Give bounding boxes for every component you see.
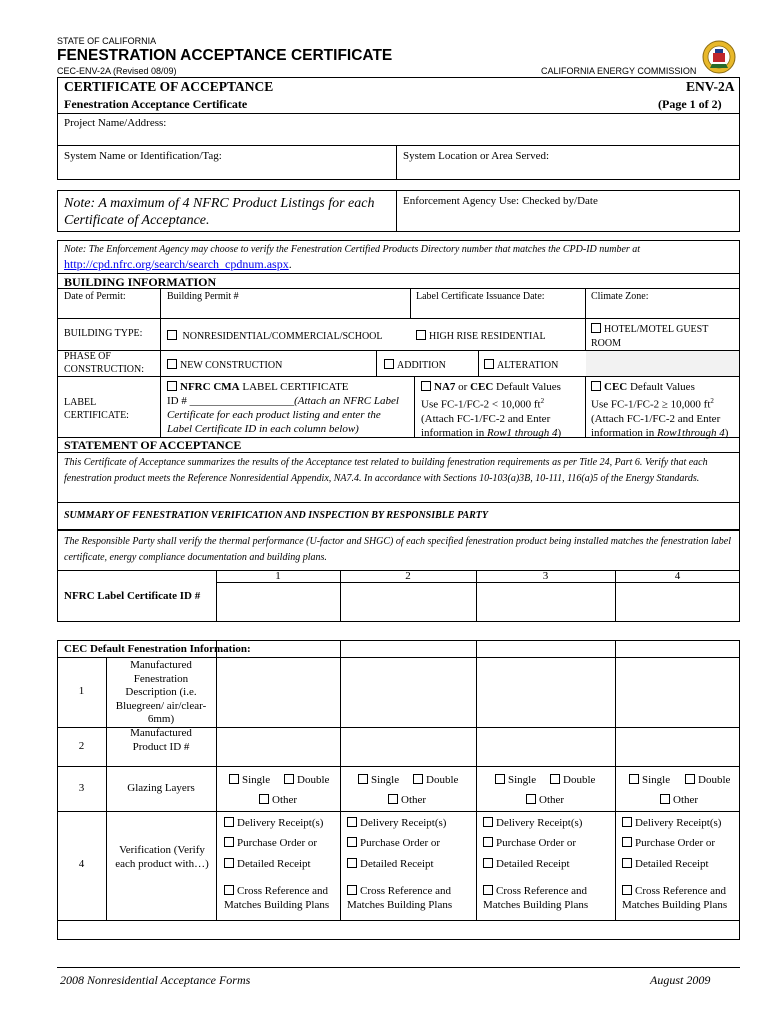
col-header-3: 3 xyxy=(542,570,549,582)
nfrc-rest: LABEL CERTIFICATE xyxy=(242,381,349,393)
cec-attach: (Attach FC-1/FC-2 and Enter information in xyxy=(591,412,721,439)
option-hotel-motel[interactable] xyxy=(591,323,731,351)
row-1-label: Manufactured Fenestration Description (i.e. Bluegreen/ air/clear-6mm) xyxy=(115,659,207,725)
checkbox-icon xyxy=(591,323,601,333)
glazing-single-1[interactable] xyxy=(229,774,270,786)
option-alteration-label: ALTERATION xyxy=(497,360,559,371)
cec-use: Use FC-1/FC-2 ≥ 10,000 ft xyxy=(591,398,711,411)
agency-name: CALIFORNIA ENERGY COMMISSION xyxy=(541,66,697,76)
row-3-label: Glazing Layers xyxy=(127,782,195,794)
glazing-other-4[interactable] xyxy=(660,794,698,806)
climate-zone-field[interactable]: Climate Zone: xyxy=(591,291,649,302)
glazing-single-4[interactable] xyxy=(629,774,670,786)
purchase-order-3[interactable] xyxy=(483,836,576,850)
glazing-single-3-label: Single xyxy=(508,774,537,786)
glazing-other-3[interactable] xyxy=(526,794,564,806)
checkbox-icon xyxy=(622,837,632,847)
glazing-single-2-label: Single xyxy=(371,774,400,786)
cec-rows: Row1through 4 xyxy=(657,426,725,439)
row-2-number: 2 xyxy=(78,740,85,752)
detailed-receipt-3-label: Detailed Receipt xyxy=(496,858,570,870)
note-max-listings: Note: A maximum of 4 NFRC Product Listings for each Certificate of Acceptance. xyxy=(64,196,375,228)
checkbox-icon xyxy=(685,774,695,784)
checkbox-icon xyxy=(358,774,368,784)
cec-sup: 2 xyxy=(710,397,714,405)
glazing-double-4-label: Double xyxy=(698,774,731,786)
cross-reference-4[interactable] xyxy=(622,884,727,912)
certificate-title: CERTIFICATE OF ACCEPTANCE xyxy=(64,79,274,94)
checkbox-icon xyxy=(167,381,177,391)
option-alteration[interactable] xyxy=(484,359,558,371)
row-3-number: 3 xyxy=(78,782,85,794)
cec-rest: Default Values xyxy=(629,381,695,393)
checkbox-icon xyxy=(483,817,493,827)
enforcement-field[interactable]: Enforcement Agency Use: Checked by/Date xyxy=(403,195,598,207)
option-new-construction-label: NEW CONSTRUCTION xyxy=(180,360,283,371)
glazing-single-3[interactable] xyxy=(495,774,536,786)
cma-text: CMA xyxy=(213,381,240,393)
checkbox-icon xyxy=(167,330,177,340)
cross-reference-2-label: Cross Reference and xyxy=(360,885,452,897)
option-addition[interactable] xyxy=(384,359,446,371)
option-high-rise[interactable] xyxy=(416,330,546,342)
checkbox-icon xyxy=(284,774,294,784)
cross-reference-4-label: Cross Reference and xyxy=(635,885,727,897)
statement-heading: STATEMENT OF ACCEPTANCE xyxy=(64,438,242,452)
checkbox-icon xyxy=(347,837,357,847)
col-header-1: 1 xyxy=(275,570,281,582)
glazing-double-1[interactable] xyxy=(284,774,329,786)
glazing-double-3-label: Double xyxy=(563,774,596,786)
option-addition-label: ADDITION xyxy=(397,360,446,371)
checkbox-icon xyxy=(483,858,493,868)
checkbox-icon xyxy=(622,858,632,868)
state-label: STATE OF CALIFORNIA xyxy=(57,36,157,46)
certificate-subtitle: Fenestration Acceptance Certificate xyxy=(64,97,248,111)
checkbox-icon xyxy=(484,359,494,369)
detailed-receipt-2-label: Detailed Receipt xyxy=(360,858,434,870)
shaded-cell xyxy=(586,351,739,376)
footer-left: 2008 Nonresidential Acceptance Forms xyxy=(60,973,251,987)
cross-reference-1[interactable] xyxy=(224,884,329,912)
checkbox-icon xyxy=(622,817,632,827)
summary-heading: SUMMARY OF FENESTRATION VERIFICATION AND INSPECTION BY RESPONSIBLE PARTY xyxy=(64,510,488,521)
checkbox-icon xyxy=(413,774,423,784)
glazing-double-2[interactable] xyxy=(413,774,458,786)
cec-default-heading: CEC Default Fenestration Information: xyxy=(64,643,251,655)
building-info-heading: BUILDING INFORMATION xyxy=(64,275,217,289)
glazing-other-1-label: Other xyxy=(272,794,298,806)
form-title: FENESTRATION ACCEPTANCE CERTIFICATE xyxy=(57,47,393,64)
checkbox-icon xyxy=(167,359,177,369)
na7-rows: Row1 through 4 xyxy=(487,426,558,439)
detailed-receipt-4[interactable] xyxy=(622,857,709,871)
option-na7-cec[interactable] xyxy=(421,380,583,440)
glazing-other-1[interactable] xyxy=(259,794,297,806)
delivery-receipt-3-label: Delivery Receipt(s) xyxy=(496,817,583,829)
enforcement-note: Note: The Enforcement Agency may choose to verify the Fenestration Certified Products Directory number that matches the CPD-ID number at xyxy=(64,244,641,255)
checkbox-icon xyxy=(591,381,601,391)
cec-close: ) xyxy=(724,426,729,439)
purchase-order-1-label: Purchase Order or xyxy=(237,837,318,849)
checkbox-icon xyxy=(347,885,357,895)
cpd-link[interactable]: http://cpd.nfrc.org/search/search_cpdnum.aspx xyxy=(64,257,289,271)
na7-text: NA7 xyxy=(434,381,456,393)
glazing-other-4-label: Other xyxy=(673,794,699,806)
glazing-double-3[interactable] xyxy=(550,774,595,786)
na7-attach: (Attach FC-1/FC-2 and Enter information in xyxy=(421,412,551,439)
checkbox-icon xyxy=(259,794,269,804)
checkbox-icon xyxy=(224,885,234,895)
label-date-field[interactable]: Label Certificate Issuance Date: xyxy=(416,291,545,302)
system-name-field[interactable]: System Name or Identification/Tag: xyxy=(64,150,222,162)
delivery-receipt-3[interactable] xyxy=(483,816,582,830)
nfrc-label-id-label: NFRC Label Certificate ID # xyxy=(64,590,201,602)
na7-use: Use FC-1/FC-2 < 10,000 ft xyxy=(421,398,541,411)
checkbox-icon xyxy=(347,817,357,827)
checkbox-icon xyxy=(416,330,426,340)
checkbox-icon xyxy=(388,794,398,804)
purchase-order-2-label: Purchase Order or xyxy=(360,837,441,849)
nfrc-text: NFRC xyxy=(180,381,211,393)
seal-icon xyxy=(702,40,736,74)
cross-reference-3[interactable] xyxy=(483,884,588,912)
nfrc-attach-text: (Attach an NFRC Label Certificate for each product listing and enter the Label Certificate ID in each column below) xyxy=(167,395,399,435)
na7-or: or xyxy=(458,381,468,393)
delivery-receipt-2[interactable] xyxy=(347,816,446,830)
responsible-party-text: The Responsible Party shall verify the thermal performance (U-factor and SHGC) of each specified fenestration product being installed matches the fenestration label certificate, energy compliance documentation and building plans. xyxy=(64,536,732,563)
delivery-receipt-1-label: Delivery Receipt(s) xyxy=(237,817,324,829)
row-4-label: Verification (Verify each product with…) xyxy=(115,844,209,870)
purchase-order-3-label: Purchase Order or xyxy=(496,837,577,849)
checkbox-icon xyxy=(526,794,536,804)
checkbox-icon xyxy=(224,858,234,868)
glazing-single-4-label: Single xyxy=(642,774,671,786)
glazing-double-4[interactable] xyxy=(685,774,730,786)
date-of-permit-field[interactable]: Date of Permit: xyxy=(64,291,126,302)
na7-rest: Default Values xyxy=(496,381,561,393)
checkbox-icon xyxy=(629,774,639,784)
option-new-construction[interactable] xyxy=(167,359,282,371)
matches-plans-3: Matches Building Plans xyxy=(483,899,589,911)
cross-reference-3-label: Cross Reference and xyxy=(496,885,588,897)
system-location-field[interactable]: System Location or Area Served: xyxy=(403,150,550,162)
checkbox-icon xyxy=(622,885,632,895)
checkbox-icon xyxy=(495,774,505,784)
row-4-number: 4 xyxy=(78,858,85,870)
option-nonresidential[interactable] xyxy=(167,330,383,342)
option-cec-default[interactable] xyxy=(591,380,739,440)
checkbox-icon xyxy=(384,359,394,369)
label-certificate-label: LABEL CERTIFICATE: xyxy=(64,397,129,421)
cross-reference-1-label: Cross Reference and xyxy=(237,885,329,897)
cross-reference-2[interactable] xyxy=(347,884,452,912)
cpd-link-line xyxy=(64,257,292,272)
na7-sup: 2 xyxy=(540,397,545,405)
glazing-other-2[interactable] xyxy=(388,794,426,806)
building-type-label: BUILDING TYPE: xyxy=(64,328,143,339)
option-high-rise-label: HIGH RISE RESIDENTIAL xyxy=(429,331,546,342)
checkbox-icon xyxy=(224,837,234,847)
glazing-double-1-label: Double xyxy=(297,774,330,786)
option-nonresidential-label: NONRESIDENTIAL/COMMERCIAL/SCHOOL xyxy=(182,331,383,342)
matches-plans-4: Matches Building Plans xyxy=(622,899,728,911)
glazing-other-3-label: Other xyxy=(539,794,565,806)
delivery-receipt-4-label: Delivery Receipt(s) xyxy=(635,817,722,829)
purchase-order-4[interactable] xyxy=(622,836,715,850)
glazing-single-1-label: Single xyxy=(242,774,271,786)
glazing-other-2-label: Other xyxy=(401,794,427,806)
purchase-order-4-label: Purchase Order or xyxy=(635,837,716,849)
cec-default-text: CEC xyxy=(604,381,628,393)
col-header-4: 4 xyxy=(674,570,681,582)
detailed-receipt-4-label: Detailed Receipt xyxy=(635,858,709,870)
nfrc-id-input-2[interactable] xyxy=(341,583,475,621)
na7-close: ) xyxy=(557,426,562,439)
page-number: (Page 1 of 2) xyxy=(658,97,722,111)
detailed-receipt-2[interactable] xyxy=(347,857,434,871)
form-id: CEC-ENV-2A (Revised 08/09) xyxy=(57,66,177,76)
detailed-receipt-1-label: Detailed Receipt xyxy=(237,858,311,870)
checkbox-icon xyxy=(421,381,431,391)
checkbox-icon xyxy=(483,885,493,895)
glazing-double-2-label: Double xyxy=(426,774,459,786)
delivery-receipt-2-label: Delivery Receipt(s) xyxy=(360,817,447,829)
checkbox-icon xyxy=(660,794,670,804)
nfrc-id-line: ID # ___________________ xyxy=(167,395,295,407)
row-2-label: Manufactured Product ID # xyxy=(130,727,192,753)
nfrc-id-input-4[interactable] xyxy=(616,583,739,621)
checkbox-icon xyxy=(550,774,560,784)
matches-plans-2: Matches Building Plans xyxy=(347,899,453,911)
checkbox-icon xyxy=(229,774,239,784)
nfrc-id-input-3[interactable] xyxy=(477,583,614,621)
building-permit-field[interactable]: Building Permit # xyxy=(167,291,239,302)
phase-label: PHASE OF CONSTRUCTION: xyxy=(64,351,145,375)
purchase-order-2[interactable] xyxy=(347,836,440,850)
option-hotel-motel-label: HOTEL/MOTEL GUEST ROOM xyxy=(591,324,709,349)
row-1-number: 1 xyxy=(78,685,85,697)
detailed-receipt-3[interactable] xyxy=(483,857,570,871)
delivery-receipt-4[interactable] xyxy=(622,816,721,830)
checkbox-icon xyxy=(483,837,493,847)
matches-plans-1: Matches Building Plans xyxy=(224,899,330,911)
footer-right: August 2009 xyxy=(650,973,711,987)
statement-text: This Certificate of Acceptance summarizes the results of the Acceptance test related to building fenestration requirements as per Title 24, Part 6. Verify that each fenestration product meets the Reference Nonresidential Appendix, NA7.4. In accordance with Sections 10-103(a)3B, 10-111, 116(a)5 of the Energy Standards. xyxy=(64,457,708,484)
detailed-receipt-1[interactable] xyxy=(224,857,311,871)
form-code: ENV-2A xyxy=(686,79,735,94)
option-nfrc-cma[interactable] xyxy=(167,380,407,436)
checkbox-icon xyxy=(224,817,234,827)
checkbox-icon xyxy=(347,858,357,868)
cec-text: CEC xyxy=(470,381,494,393)
project-name-field[interactable]: Project Name/Address: xyxy=(64,117,167,129)
delivery-receipt-1[interactable] xyxy=(224,816,323,830)
glazing-single-2[interactable] xyxy=(358,774,399,786)
col-header-2: 2 xyxy=(405,570,411,582)
nfrc-id-input-1[interactable] xyxy=(217,583,339,621)
purchase-order-1[interactable] xyxy=(224,836,317,850)
cpd-link-period: . xyxy=(288,257,292,271)
